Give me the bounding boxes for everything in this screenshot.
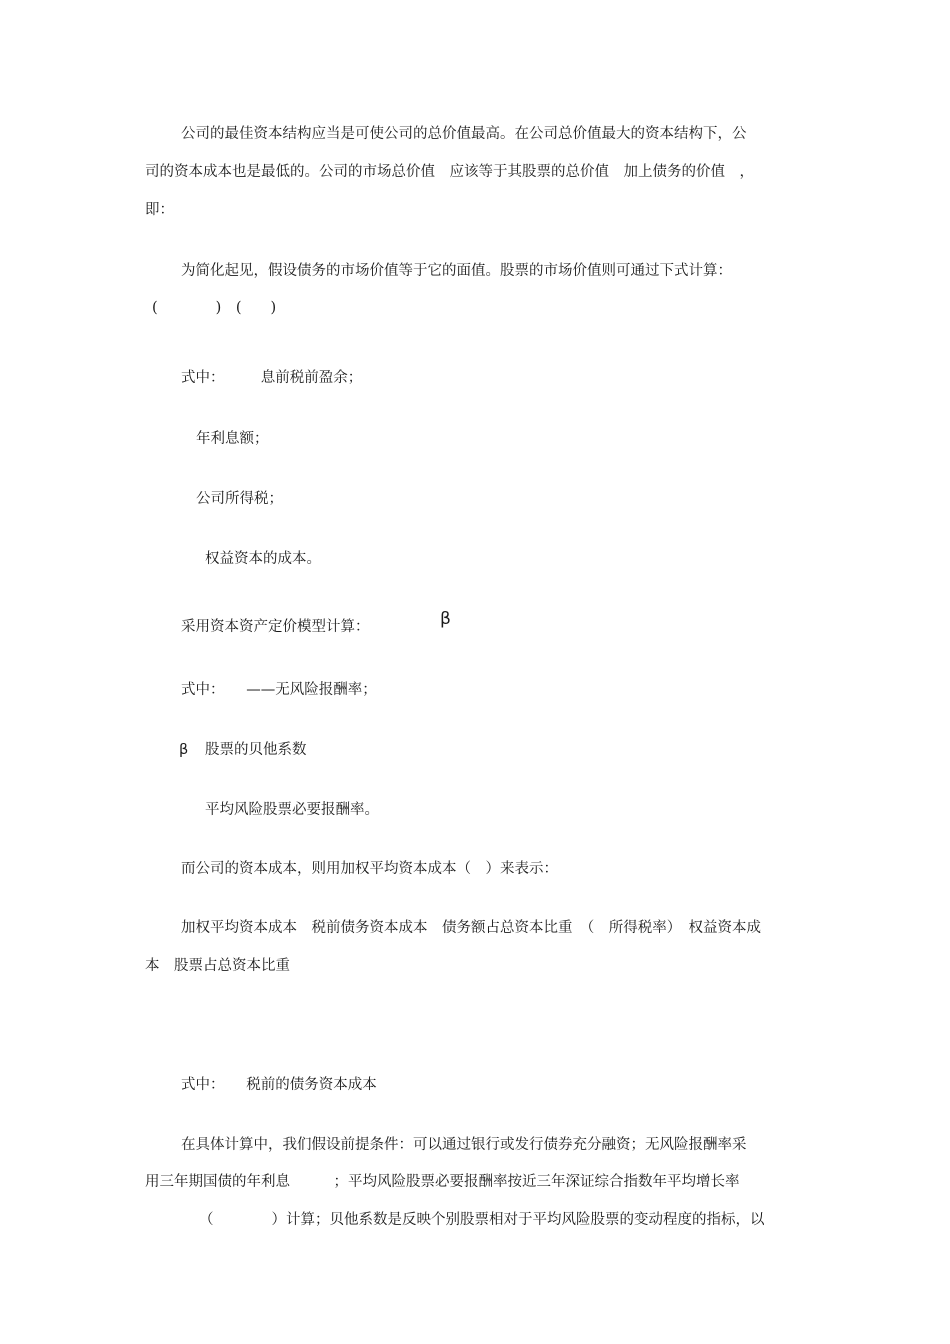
definition-line: 公司所得税；	[196, 491, 283, 507]
paragraph-line: 而公司的资本成本，则用加权平均资本成本（ ）来表示：	[181, 861, 558, 877]
definition-line: 式中： ——无风险报酬率；	[181, 682, 377, 698]
definition-line: 式中： 税前的债务资本成本	[181, 1077, 377, 1093]
definition-line: 权益资本的成本。	[205, 551, 321, 567]
paragraph-line: 在具体计算中，我们假设前提条件：可以通过银行或发行债券充分融资；无风险报酬率采	[181, 1137, 747, 1153]
definition-line: 式中： 息前税前盈余；	[181, 370, 363, 386]
formula-line: 加权平均资本成本 税前债务资本成本 债务额占总资本比重 （ 所得税率） 权益资本成	[181, 920, 761, 936]
paragraph-line: （ ）计算；贝他系数是反映个别股票相对于平均风险股票的变动程度的指标，以	[199, 1212, 765, 1228]
capm-label: 采用资本资产定价模型计算：	[181, 619, 370, 635]
paragraph-line: 为简化起见，假设债务的市场价值等于它的面值。股票的市场价值则可通过下式计算：	[181, 263, 732, 279]
definition-line: 年利息额；	[196, 431, 269, 447]
paragraph-line: 即：	[145, 202, 174, 218]
capm-beta-symbol: β	[440, 609, 451, 629]
paragraph-line: 司的资本成本也是最低的。公司的市场总价值 应该等于其股票的总价值 加上债务的价值 ，	[145, 164, 754, 180]
paragraph-line: 公司的最佳资本结构应当是可使公司的总价值最高。在公司总价值最大的资本结构下，公	[181, 126, 747, 142]
definition-line: 平均风险股票必要报酬率。	[205, 802, 379, 818]
formula-line: 本 股票占总资本比重	[145, 958, 290, 974]
formula-line: ( ) ( )	[152, 300, 277, 316]
definition-line: 股票的贝他系数	[205, 742, 307, 758]
paragraph-line: 用三年期国债的年利息 ；平均风险股票必要报酬率按近三年深证综合指数年平均增长率	[145, 1174, 740, 1190]
beta-symbol: β	[179, 742, 189, 758]
